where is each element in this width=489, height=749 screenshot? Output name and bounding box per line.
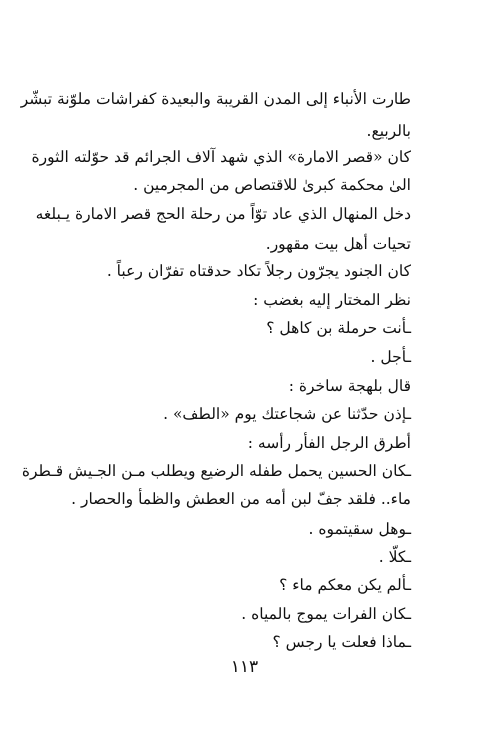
text-line: ـوهل سقيتموه . xyxy=(308,520,411,538)
page-number: ١١٣ xyxy=(230,657,259,677)
text-line: تحيات أهل بيت مقهور. xyxy=(265,235,411,253)
text-line: كان «قصر الامارة» الذي شهد آلاف الجرائم قد حوّلته الثورة xyxy=(31,148,411,166)
text-line: الىٰ محكمة كبرىٰ للاقتصاص من المجرمين . xyxy=(133,176,411,194)
text-line: ـكان الفرات يموج بالمياه . xyxy=(241,605,411,623)
text-line: ـكان الحسين يحمل طفله الرضيع ويطلب مـن الجـيش قـطرة xyxy=(21,462,411,480)
text-line: ـماذا فعلت يا رجس ؟ xyxy=(272,633,411,651)
text-line: قال بلهجة ساخرة : xyxy=(288,377,411,395)
text-line: ماء.. فلقد جفّ لبن أمه من العطش والظمأ والحصار . xyxy=(71,490,411,508)
text-line: بالربيع. xyxy=(366,122,411,140)
text-line: طارت الأنباء إلى المدن القريبة والبعيدة كفراشات ملوّنة تبشّر xyxy=(20,90,411,108)
text-line: ـألم يكن معكم ماء ؟ xyxy=(279,576,411,594)
text-line: كان الجنود يجرّون رجلاً تكاد حدقتاه تفرّان رعباً . xyxy=(106,262,411,280)
text-line: دخل المنهال الذي عاد توّاً من رحلة الحج قصر الامارة يـبلغه xyxy=(35,205,411,223)
text-line: ـإذن حدّثنا عن شجاعتك يوم «الطف» . xyxy=(163,405,411,423)
text-line: أطرق الرجل الفأر رأسه : xyxy=(247,434,411,452)
text-line: ـأجل . xyxy=(370,348,411,366)
text-line: ـكلّا . xyxy=(378,548,411,566)
text-line: نظر المختار إليه بغضب : xyxy=(253,291,411,309)
text-line: ـأنت حرملة بن كاهل ؟ xyxy=(266,319,411,337)
